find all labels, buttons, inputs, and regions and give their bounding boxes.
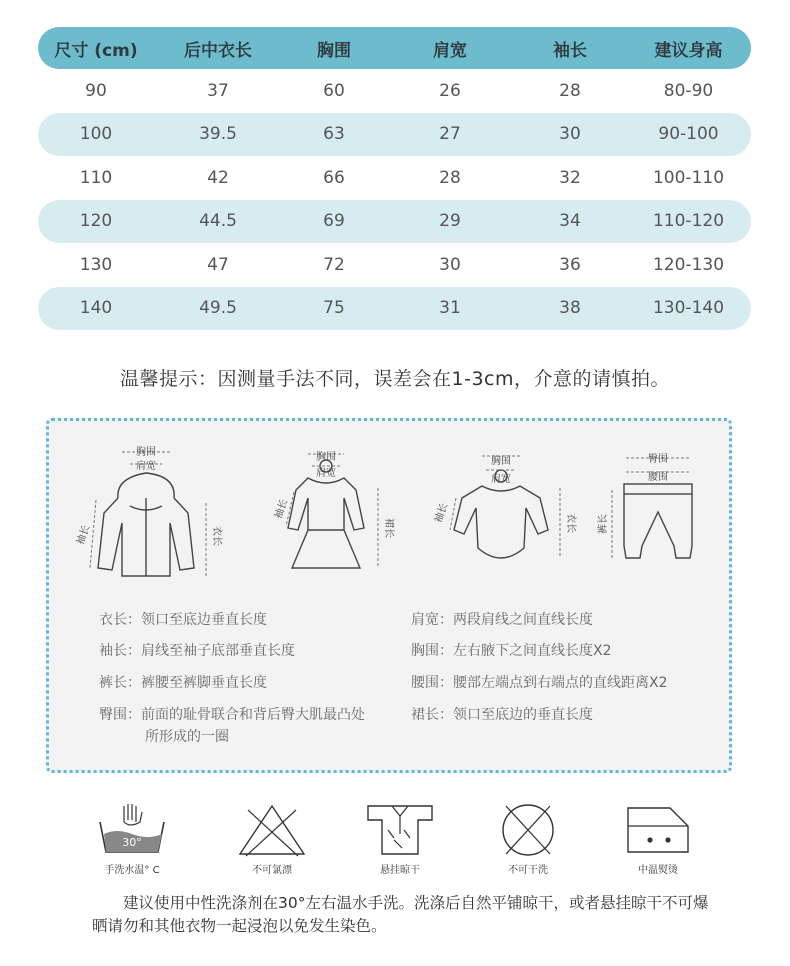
definition-left-1 xyxy=(99,640,399,662)
table-cell: 90-100 xyxy=(658,124,719,145)
iron-medium-icon xyxy=(622,800,694,860)
jacket-shoulder-label: 肩宽 xyxy=(136,461,156,472)
table-cell: 66 xyxy=(323,167,345,188)
pants-hip-label: 臀围 xyxy=(648,454,668,465)
table-cell: 36 xyxy=(559,254,581,275)
romper-sleeve-label: 袖长 xyxy=(433,501,451,525)
table-cell: 37 xyxy=(207,80,229,101)
table-cell: 26 xyxy=(439,80,461,101)
care-note: 建议使用中性洗涤剂在30°左右温水手洗。洗涤后自然平铺晾干，或者悬挂晾干不可爆晒请勿和其他衣物一起浸泡以免发生染色。 xyxy=(92,894,709,935)
no-dry-clean-icon xyxy=(492,800,564,860)
header-cell: 建议身高 xyxy=(654,40,723,61)
garment-diagrams xyxy=(46,418,732,598)
definition-label: 腰围： xyxy=(411,675,453,691)
dress-shoulder-label: 肩宽 xyxy=(316,468,336,479)
table-cell: 90 xyxy=(85,80,107,101)
definition-right-0 xyxy=(411,609,711,631)
table-cell: 100 xyxy=(79,124,113,145)
size-table xyxy=(38,27,751,330)
table-cell: 32 xyxy=(559,167,581,188)
table-cell: 80-90 xyxy=(663,80,714,101)
table-cell: 69 xyxy=(323,211,345,232)
definition-label: 肩宽： xyxy=(411,612,453,628)
table-cell: 30 xyxy=(559,124,581,145)
table-cell: 120-130 xyxy=(652,254,725,275)
definition-label: 胸围： xyxy=(411,643,453,659)
table-cell: 60 xyxy=(323,80,345,101)
table-cell: 100-110 xyxy=(652,167,725,188)
table-row xyxy=(38,287,751,331)
definition-text: 领口至底边垂直长度 xyxy=(141,612,267,628)
header-cell: 胸围 xyxy=(317,40,351,61)
pants-waist-label: 腰围 xyxy=(648,472,668,483)
definition-text: 腰部左端点到右端点的直线距离X2 xyxy=(453,675,668,691)
table-cell: 27 xyxy=(439,124,461,145)
table-cell: 130-140 xyxy=(652,298,725,319)
table-cell: 42 xyxy=(207,167,229,188)
table-cell: 72 xyxy=(323,254,345,275)
hang-dry-icon xyxy=(364,800,436,860)
definition-left-0 xyxy=(99,609,399,631)
table-cell: 30 xyxy=(439,254,461,275)
definition-label: 裙长： xyxy=(411,707,453,723)
romper-length-label: 衣长 xyxy=(565,513,576,533)
romper-shoulder-label: 肩宽 xyxy=(491,474,511,485)
table-cell: 75 xyxy=(323,298,345,319)
table-cell: 28 xyxy=(559,80,581,101)
table-cell: 63 xyxy=(323,124,345,145)
table-cell: 34 xyxy=(559,211,581,232)
romper-chest-label: 胸围 xyxy=(491,456,511,467)
table-cell: 120 xyxy=(79,211,113,232)
definition-text: 左右腋下之间直线长度X2 xyxy=(453,643,612,659)
hand-wash-icon xyxy=(96,800,168,860)
table-cell: 110-120 xyxy=(652,211,725,232)
table-row xyxy=(38,200,751,244)
dress-chest-label: 胸围 xyxy=(316,452,336,463)
definition-text-continued: 所形成的一圈 xyxy=(145,729,229,745)
care-label-hand-wash: 手洗水温° C xyxy=(104,865,160,876)
table-cell: 39.5 xyxy=(199,124,237,145)
definition-text: 前面的耻骨联合和背后臀大肌最凸处 xyxy=(141,707,365,723)
definition-text: 领口至底边的垂直长度 xyxy=(453,707,593,723)
care-label-no-bleach: 不可氯漂 xyxy=(252,865,292,876)
table-cell: 28 xyxy=(439,167,461,188)
table-cell: 110 xyxy=(79,167,113,188)
table-row xyxy=(38,156,751,200)
definition-label: 衣长： xyxy=(99,612,141,628)
definition-left-2 xyxy=(99,672,399,694)
table-row xyxy=(38,243,751,287)
definition-text: 裤腰至裤脚垂直长度 xyxy=(141,675,267,691)
dress-length-label: 裙长 xyxy=(383,518,394,538)
no-bleach-icon xyxy=(236,800,308,860)
table-row xyxy=(38,69,751,113)
definition-label: 臀围： xyxy=(99,707,141,723)
table-cell: 38 xyxy=(559,298,581,319)
table-cell: 44.5 xyxy=(199,211,237,232)
dress-sleeve-label: 袖长 xyxy=(273,497,291,521)
size-table-header xyxy=(38,27,751,69)
definition-right-2 xyxy=(411,672,711,694)
definition-right-1 xyxy=(411,640,711,662)
header-cell: 尺寸 (cm) xyxy=(54,40,138,61)
definition-label: 袖长： xyxy=(99,643,141,659)
table-cell: 130 xyxy=(79,254,113,275)
definition-label: 裤长： xyxy=(99,675,141,691)
care-label-no-dry-clean: 不可干洗 xyxy=(508,865,548,876)
definition-text: 两段肩线之间直线长度 xyxy=(453,612,593,628)
care-label-iron-medium: 中温熨烫 xyxy=(638,865,678,876)
table-cell: 29 xyxy=(439,211,461,232)
pants-icon xyxy=(624,484,692,558)
table-cell: 47 xyxy=(207,254,229,275)
header-cell: 肩宽 xyxy=(433,40,467,61)
table-cell: 31 xyxy=(439,298,461,319)
definition-left-3 xyxy=(99,704,399,748)
jacket-chest-label: 胸围 xyxy=(136,447,156,458)
definition-text: 肩线至袖子底部垂直长度 xyxy=(141,643,295,659)
header-cell: 袖长 xyxy=(553,40,587,61)
care-label-hang-dry: 悬挂晾干 xyxy=(380,865,420,876)
table-row xyxy=(38,113,751,157)
table-cell: 140 xyxy=(79,298,113,319)
measurement-tip: 温馨提示：因测量手法不同，误差会在1-3cm，介意的请慎拍。 xyxy=(120,368,670,390)
jacket-icon xyxy=(98,473,194,576)
table-cell: 49.5 xyxy=(199,298,237,319)
jacket-length-label: 衣长 xyxy=(211,526,222,546)
jacket-sleeve-label: 袖长 xyxy=(75,523,93,547)
pants-length-label: 裤长 xyxy=(598,514,609,534)
wash-temp-label: 30° xyxy=(122,836,142,849)
header-cell: 后中衣长 xyxy=(184,40,252,61)
definition-right-3 xyxy=(411,704,711,726)
